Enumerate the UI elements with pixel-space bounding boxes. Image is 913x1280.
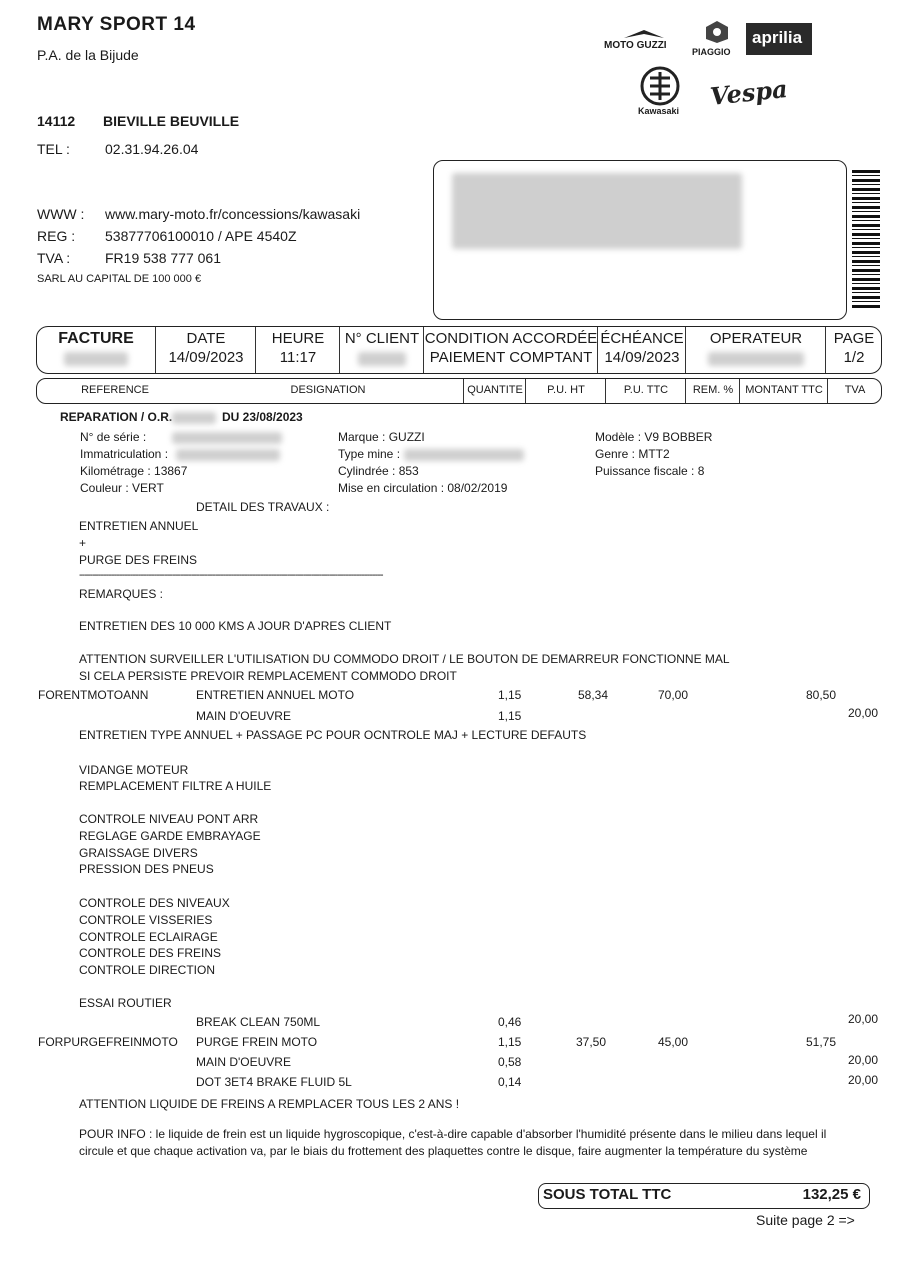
facture-label: FACTURE bbox=[58, 330, 134, 347]
col-designation: DESIGNATION bbox=[290, 384, 366, 396]
immat-redacted bbox=[176, 449, 280, 461]
line-montant: 51,75 bbox=[806, 1035, 837, 1049]
piaggio-text: PIAGGIO bbox=[692, 47, 731, 57]
line-designation: DOT 3ET4 BRAKE FLUID 5L bbox=[196, 1075, 352, 1089]
invoice-header bbox=[36, 326, 882, 374]
body-line: CONTROLE DES FREINS bbox=[79, 946, 222, 960]
line-pu-ttc: 45,00 bbox=[658, 1035, 689, 1049]
cylindree-value: Cylindrée : 853 bbox=[338, 464, 419, 478]
line-qty: 0,46 bbox=[498, 1015, 522, 1029]
kawasaki-logo bbox=[636, 66, 684, 118]
recipient-redacted bbox=[452, 173, 742, 249]
operateur-redacted bbox=[708, 352, 804, 366]
operateur-label: OPERATEUR bbox=[709, 330, 803, 347]
sous-total-box bbox=[538, 1183, 870, 1209]
line-ref: FORENTMOTOANN bbox=[38, 688, 149, 702]
company-postcode: 14112 bbox=[37, 113, 76, 129]
moto-guzzi-text: MOTO GUZZI bbox=[604, 40, 667, 51]
col-tva: TVA bbox=[827, 379, 882, 403]
body-line: PRESSION DES PNEUS bbox=[79, 862, 214, 876]
sous-total-value: 132,25 € bbox=[802, 1186, 861, 1203]
body-line: ENTRETIEN DES 10 000 KMS A JOUR D'APRES CLIENT bbox=[79, 619, 392, 633]
repair-number-redacted bbox=[172, 412, 216, 424]
condition-label: CONDITION ACCORDÉE bbox=[424, 330, 598, 347]
tva-value: FR19 538 777 061 bbox=[105, 250, 221, 266]
line-designation: MAIN D'OEUVRE bbox=[196, 709, 291, 723]
col-quantite: QUANTITE bbox=[463, 379, 526, 403]
body-line: REGLAGE GARDE EMBRAYAGE bbox=[79, 829, 261, 843]
echeance-label: ÉCHÉANCE bbox=[600, 330, 684, 347]
line-qty: 1,15 bbox=[498, 1035, 522, 1049]
echeance-value: 14/09/2023 bbox=[604, 349, 680, 366]
facture-cell bbox=[37, 327, 155, 373]
line-tva: 20,00 bbox=[848, 706, 879, 720]
operateur-cell bbox=[685, 327, 826, 373]
piaggio-logo bbox=[692, 20, 742, 60]
client-cell bbox=[339, 327, 424, 373]
serie-redacted bbox=[172, 432, 282, 444]
line-ref: FORPURGEFREINMOTO bbox=[38, 1035, 178, 1049]
facture-number-redacted bbox=[64, 352, 128, 366]
heure-value: 11:17 bbox=[279, 349, 317, 366]
body-line: CONTROLE DES NIVEAUX bbox=[79, 896, 230, 910]
kawasaki-text: Kawasaki bbox=[638, 106, 680, 116]
company-city: BIEVILLE BEUVILLE bbox=[103, 113, 240, 129]
immat-label: Immatriculation : bbox=[80, 447, 169, 461]
couleur-value: Couleur : VERT bbox=[80, 481, 164, 495]
body-line: + bbox=[79, 536, 87, 550]
page-label: PAGE bbox=[833, 330, 875, 347]
body-line: CONTROLE NIVEAU PONT ARR bbox=[79, 812, 259, 826]
col-rem: REM. % bbox=[685, 379, 740, 403]
line-qty: 1,15 bbox=[498, 709, 522, 723]
col-pu-ttc: P.U. TTC bbox=[605, 379, 686, 403]
line-designation: ENTRETIEN ANNUEL MOTO bbox=[196, 688, 355, 702]
date-cell bbox=[155, 327, 256, 373]
www-value: www.mary-moto.fr/concessions/kawasaki bbox=[105, 206, 361, 222]
condition-cell bbox=[423, 327, 598, 373]
aprilia-logo bbox=[746, 23, 812, 55]
puissance-value: Puissance fiscale : 8 bbox=[595, 464, 705, 478]
remarques-label: REMARQUES : bbox=[79, 587, 164, 601]
moto-guzzi-logo bbox=[604, 28, 684, 56]
body-line: GRAISSAGE DIVERS bbox=[79, 846, 198, 860]
page-value: 1/2 bbox=[843, 349, 865, 366]
serie-label: N° de série : bbox=[80, 430, 147, 444]
reg-value: 53877706100010 / APE 4540Z bbox=[105, 228, 297, 244]
type-mine-redacted bbox=[404, 449, 524, 461]
col-montant: MONTANT TTC bbox=[739, 379, 828, 403]
separator-dashes: ------------------------------------------------------------------------------------------------------------------ bbox=[79, 569, 383, 581]
column-header-row bbox=[36, 378, 882, 404]
body-line: VIDANGE MOTEUR bbox=[79, 763, 189, 777]
line-designation: PURGE FREIN MOTO bbox=[196, 1035, 318, 1049]
barcode bbox=[852, 170, 880, 310]
date-label: DATE bbox=[186, 330, 226, 347]
genre-value: Genre : MTT2 bbox=[595, 447, 670, 461]
company-name: MARY SPORT 14 bbox=[37, 14, 196, 35]
mise-circulation-value: Mise en circulation : 08/02/2019 bbox=[338, 481, 508, 495]
line-designation: MAIN D'OEUVRE bbox=[196, 1055, 291, 1069]
heure-cell bbox=[255, 327, 340, 373]
line-qty: 0,58 bbox=[498, 1055, 522, 1069]
date-value: 14/09/2023 bbox=[168, 349, 244, 366]
body-line: SI CELA PERSISTE PREVOIR REMPLACEMENT COMMODO DROIT bbox=[79, 669, 457, 683]
tel-label: TEL : bbox=[37, 141, 70, 157]
col-reference: REFERENCE bbox=[81, 384, 149, 396]
body-line: ATTENTION SURVEILLER L'UTILISATION DU COMMODO DROIT / LE BOUTON DE DEMARREUR FONCTIONNE MAL bbox=[79, 652, 730, 666]
body-line: PURGE DES FREINS bbox=[79, 553, 198, 567]
info-line-1: POUR INFO : le liquide de frein est un liquide hygroscopique, c'est-à-dire capable d'absorber l'humidité présente dans le milieu dans lequel il bbox=[79, 1127, 827, 1141]
marque-value: Marque : GUZZI bbox=[338, 430, 425, 444]
line-tva: 20,00 bbox=[848, 1073, 879, 1087]
line-designation: BREAK CLEAN 750ML bbox=[196, 1015, 321, 1029]
aprilia-text: aprilia bbox=[752, 28, 803, 47]
company-capital: SARL AU CAPITAL DE 100 000 € bbox=[37, 273, 202, 285]
www-label: WWW : bbox=[37, 206, 85, 222]
info-line-2: circule et que chaque activation va, par le biais du frottement des plaquettes contre le disque, faire augmenter la température du système bbox=[79, 1144, 808, 1158]
tva-label: TVA : bbox=[37, 250, 71, 266]
reg-label: REG : bbox=[37, 228, 76, 244]
client-number-redacted bbox=[358, 352, 406, 366]
page-cell bbox=[825, 327, 882, 373]
line-tva: 20,00 bbox=[848, 1012, 879, 1026]
vespa-text: Vespa bbox=[708, 74, 789, 111]
line-montant: 80,50 bbox=[806, 688, 837, 702]
company-address: P.A. de la Bijude bbox=[37, 47, 139, 63]
echeance-cell bbox=[597, 327, 686, 373]
body-line: ESSAI ROUTIER bbox=[79, 996, 172, 1010]
km-value: Kilométrage : 13867 bbox=[80, 464, 188, 478]
line-pu-ttc: 70,00 bbox=[658, 688, 689, 702]
col-pu-ht: P.U. HT bbox=[525, 379, 606, 403]
repair-date: DU 23/08/2023 bbox=[222, 410, 303, 424]
body-line: CONTROLE ECLAIRAGE bbox=[79, 930, 218, 944]
vespa-logo bbox=[708, 74, 798, 111]
line-tva: 20,00 bbox=[848, 1053, 879, 1067]
body-line: CONTROLE VISSERIES bbox=[79, 913, 213, 927]
suite-page-link: Suite page 2 => bbox=[756, 1212, 855, 1228]
repair-title: REPARATION / O.R. bbox=[60, 410, 173, 424]
sous-total-label: SOUS TOTAL TTC bbox=[543, 1186, 672, 1203]
tel-value: 02.31.94.26.04 bbox=[105, 141, 199, 157]
type-mine-label: Type mine : bbox=[338, 447, 401, 461]
line-qty: 0,14 bbox=[498, 1075, 522, 1089]
line-pu-ht: 58,34 bbox=[578, 688, 609, 702]
line-qty: 1,15 bbox=[498, 688, 522, 702]
client-label: N° CLIENT bbox=[344, 330, 420, 347]
recipient-address-box bbox=[433, 160, 847, 320]
heure-label: HEURE bbox=[271, 330, 325, 347]
condition-value: PAIEMENT COMPTANT bbox=[429, 349, 593, 366]
body-line: ATTENTION LIQUIDE DE FREINS A REMPLACER TOUS LES 2 ANS ! bbox=[79, 1097, 460, 1111]
body-line: CONTROLE DIRECTION bbox=[79, 963, 216, 977]
body-line: ENTRETIEN ANNUEL bbox=[79, 519, 199, 533]
body-line: REMPLACEMENT FILTRE A HUILE bbox=[79, 779, 272, 793]
modele-value: Modèle : V9 BOBBER bbox=[595, 430, 713, 444]
detail-title: DETAIL DES TRAVAUX : bbox=[196, 500, 330, 514]
body-line: ENTRETIEN TYPE ANNUEL + PASSAGE PC POUR OCNTROLE MAJ + LECTURE DEFAUTS bbox=[79, 728, 587, 742]
line-pu-ht: 37,50 bbox=[576, 1035, 607, 1049]
